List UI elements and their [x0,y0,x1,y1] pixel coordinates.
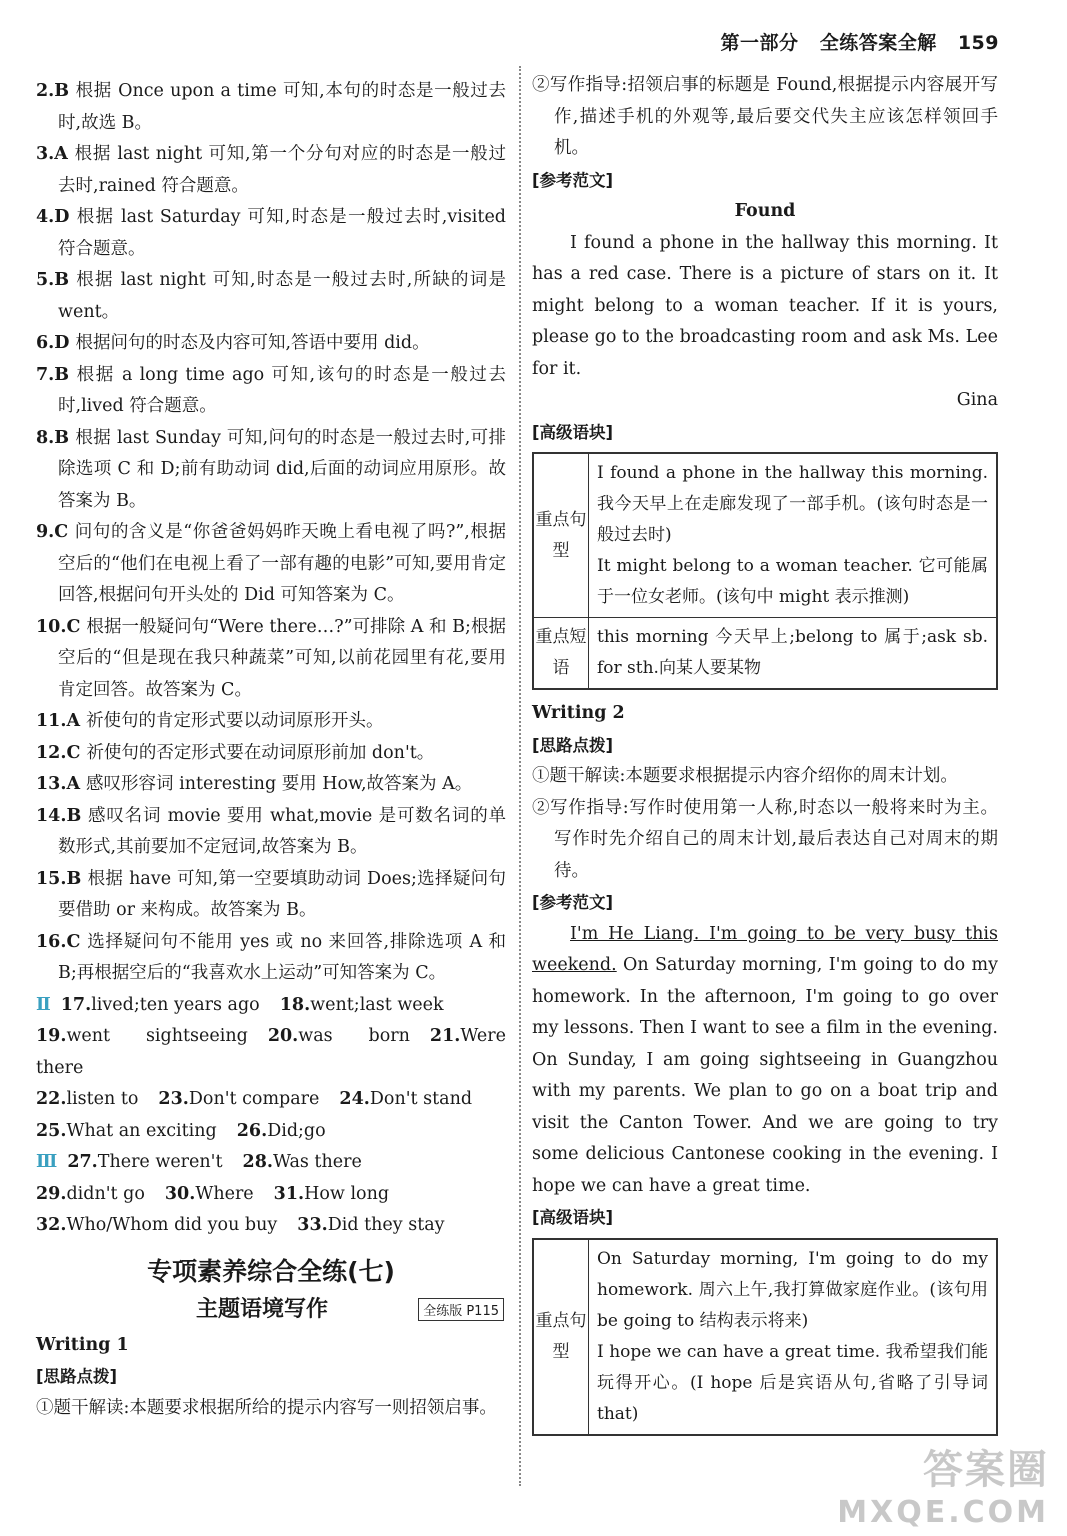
answer-text: was born [298,1026,410,1046]
page-number: 159 [957,32,999,54]
part-numeral: Ⅱ [36,994,51,1015]
model-essay-signature: Gina [956,390,998,410]
part-3-answers [36,1147,506,1242]
model-essay-rest: On Saturday morning, I'm going to do my homework. In the afternoon, I'm going to go over my lessons. Then I want to see a film in the evening. On Sunday, I am going sightseeing in Guangzhou with my parents. We plan to go on a boat trip and visit the Canton Tower. And we are going to try some delicious Cantonese cooking in the evening. I hope we can have a great time. [532,955,998,1196]
answer-item [36,76,506,139]
answer-number: 8.B [36,427,70,448]
answer-item [36,139,506,202]
answer-item [36,265,506,328]
answer-number: 10.C [36,616,81,637]
answer-number: 18. [279,994,311,1015]
answer-explanation: 祈使句的否定形式要在动词原形前加 don't。 [86,742,435,763]
answer-text: Was there [272,1152,362,1172]
answer-number: 5.B [36,270,70,290]
key-sentence-2: I hope we can have a great time. 我希望我们能玩得开心。(I hope 后是宾语从句,省略了引导词 that) [597,1341,988,1424]
answer-number: 6.D [36,333,70,353]
fill-in-row [36,1179,506,1211]
fill-in-answer [36,1184,145,1204]
fill-in-row [36,990,506,1022]
answer-text: Did;go [267,1120,326,1141]
chunks-label: [高级语块] [532,422,614,442]
answer-item [36,517,506,612]
writing-2-chunks-label: [高级语块] [532,1208,614,1227]
answer-text: Don't compare [188,1089,320,1109]
answer-explanation: 根据 a long time ago 可知,该句的时态是一般过去时,lived 符合题意。 [58,364,506,416]
column-divider [519,66,521,1486]
key-chunks-table-1 [532,452,998,690]
fill-in-answer [274,1184,389,1204]
page-reference-tag: 全练版 P115 [418,1298,504,1321]
fill-in-row [36,1210,506,1242]
answer-text: What an exciting [66,1120,217,1141]
model-essay-text: I found a phone in the hallway this morning. It has a red case. There is a picture of stars on it. It might belong to a woman teacher. If it is yours, please go to the broadcasting room and ask Ms. Lee for it. [532,232,998,379]
section-subtitle: 主题语境写作 [196,1296,329,1322]
fill-in-answer [268,1026,410,1046]
answer-item [36,927,506,990]
table-row [533,618,997,690]
table-content [589,453,998,618]
writing-1-point-1: ①题干解读:本题要求根据所给的提示内容写一则招领启事。 [36,1397,497,1418]
table-label: 重点句型 [533,453,589,618]
answer-number: 21. [429,1026,461,1046]
fill-in-answer [67,1152,222,1172]
fill-in-answer [165,1184,254,1204]
answer-text: lived;ten years ago [91,994,260,1015]
watermark-logo-text: 答案圈 [923,1447,1049,1493]
answer-number: 3.A [36,144,68,164]
answer-number: 2.B [36,81,70,101]
fill-in-answer [297,1215,444,1235]
answer-number: 23. [158,1089,189,1109]
table-label: 重点句型 [533,1239,589,1435]
answer-number: 11.A [36,711,81,731]
right-column [532,70,998,1444]
subtitle-row [36,1290,506,1330]
left-column [36,76,506,1424]
writing-2-model-essay [532,919,998,1203]
answer-item [36,202,506,265]
writing-2-tips-label: [思路点拨] [532,735,614,755]
fill-in-answer [36,1215,277,1235]
fill-in-answer [339,1089,472,1109]
answer-number: 30. [164,1183,196,1204]
header-section: 第一部分 [720,32,799,54]
answer-number: 27. [67,1152,98,1172]
answer-item [36,769,506,801]
answer-explanation: 根据 last night 可知,时态是一般过去时,所缺的词是 went。 [58,270,506,322]
answer-number: 33. [297,1215,328,1235]
answer-number: 9.C [36,522,69,542]
answer-item [36,423,506,518]
fill-in-answer [36,1026,248,1046]
fill-in-answer [280,995,444,1015]
fill-in-row [36,1021,506,1084]
answer-text: went;last week [310,994,444,1015]
answer-text: didn't go [66,1183,145,1204]
fill-in-row [36,1116,506,1148]
key-sentence-2: It might belong to a woman teacher. 它可能属于一位女老师。(该句中 might 表示推测) [597,556,988,607]
answer-number: 26. [236,1120,268,1141]
part-2-answers [36,990,506,1148]
answer-number: 14.B [36,805,82,826]
answer-number: 28. [242,1152,273,1172]
model-essay-title: Found [734,201,796,221]
watermark-url: MXQE.COM [837,1495,1049,1530]
writing-2-point-2: ②写作指导:写作时使用第一人称,时态以一般将来时为主。写作时先介绍自己的周末计划,最后表达自己对周末的期待。 [532,797,998,881]
answer-number: 4.D [36,207,70,227]
answer-text: Where [195,1183,254,1204]
answer-number: 31. [273,1183,305,1204]
answer-text: Were there [36,1026,506,1078]
key-sentence-1: I found a phone in the hallway this morning. 我今天早上在走廊发现了一部手机。(该句时态是一般过去时) [597,463,988,545]
answer-explanation: 祈使句的肯定形式要以动词原形开头。 [86,711,384,731]
answer-text: went sightseeing [66,1026,248,1046]
answer-number: 16.C [36,931,81,952]
answer-explanation: 根据 last Sunday 可知,问句的时态是一般过去时,可排除选项 C 和 D;前有助动词 did,后面的动词应用原形。故答案为 B。 [58,427,506,511]
answer-number: 19. [36,1026,67,1046]
answer-explanation: 根据问句的时态及内容可知,答语中要用 did。 [75,333,430,353]
table-row [533,453,997,618]
fill-in-answer [237,1121,326,1141]
part-numeral: Ⅲ [36,1152,58,1172]
fill-in-row [36,1084,506,1116]
answer-item [36,706,506,738]
writing-2-model-label: [参考范文] [532,893,614,912]
answer-text: Did they stay [327,1215,445,1235]
table-content [589,1239,998,1435]
model-essay-label: [参考范文] [532,170,614,190]
answer-number: 22. [36,1089,67,1109]
answer-number: 13.A [36,774,81,794]
answer-number: 29. [36,1183,67,1204]
answer-text: How long [304,1183,390,1204]
answer-text: Who/Whom did you buy [66,1215,278,1235]
header-book: 全练答案全解 [819,32,937,54]
answer-text: Don't stand [369,1089,473,1109]
key-sentence-1: On Saturday morning, I'm going to do my homework. 周六上午,我打算做家庭作业。(该句用 be going to 结构表示将来) [597,1248,988,1331]
fill-in-answer [158,1089,319,1109]
answer-number: 7.B [36,364,70,385]
answer-text: There weren't [97,1152,223,1172]
answer-explanation: 根据 have 可知,第一空要填助动词 Does;选择疑问句要借助 or 来构成。故答案为 B。 [58,868,506,920]
answer-item [36,738,506,770]
answer-text: listen to [66,1089,139,1109]
answer-explanation: 选择疑问句不能用 yes 或 no 来回答,排除选项 A 和 B;再根据空后的“我喜欢水上运动”可知答案为 C。 [58,931,506,983]
table-row [533,1239,997,1435]
answer-number: 32. [36,1215,67,1235]
writing-2-point-1: ①题干解读:本题要求根据提示内容介绍你的周末计划。 [532,766,958,786]
answer-number: 24. [339,1089,370,1109]
writing-1-heading: Writing 1 [36,1334,129,1355]
answer-item [36,360,506,423]
answer-number: 17. [60,994,92,1015]
fill-in-answer [243,1152,362,1172]
answer-explanation: 根据 last Saturday 可知,时态是一般过去时,visited 符合题意。 [58,207,506,259]
answer-item [36,612,506,707]
fill-in-answer [36,1089,138,1109]
answer-number: 15.B [36,868,82,889]
writing-2-heading: Writing 2 [532,703,625,723]
answer-explanation: 根据 last night 可知,第一个分句对应的时态是一般过去时,rained 符合题意。 [58,144,506,196]
key-chunks-table-2 [532,1238,998,1436]
writing-1-tips-label: [思路点拨] [36,1367,118,1386]
key-phrases: this morning 今天早上;belong to 属于;ask sb. for sth.向某人要某物 [589,618,998,690]
answer-explanation: 感叹名词 movie 要用 what,movie 是可数名词的单数形式,其前要加不定冠词,故答案为 B。 [58,805,506,857]
page-header [707,28,999,55]
answer-explanation: 根据一般疑问句“Were there…?”可排除 A 和 B;根据空后的“但是现在我只种蔬菜”可知,以前花园里有花,要用肯定回答。故答案为 C。 [58,616,506,700]
answer-item [36,864,506,927]
answer-item [36,801,506,864]
table-label: 重点短语 [533,618,589,690]
answer-number: 12.C [36,742,81,763]
answer-number: 20. [267,1026,299,1046]
watermark [837,1438,1049,1530]
answer-number: 25. [36,1120,67,1141]
answer-explanation: 问句的含义是“你爸爸妈妈昨天晚上看电视了吗?”,根据空后的“他们在电视上看了一部有趣的电影”可知,要用肯定回答,根据问句开头处的 Did 可知答案为 C。 [58,522,506,605]
fill-in-answer [61,995,260,1015]
answer-list [36,76,506,990]
underlined-sentence: I'm He Liang. I'm going to be very busy this weekend. [532,923,998,975]
fill-in-answer [36,1121,217,1141]
section-title: 专项素养综合全练(七) [147,1256,395,1286]
answer-item [36,328,506,360]
answer-explanation: 感叹形容词 interesting 要用 How,故答案为 A。 [86,774,473,794]
answer-explanation: 根据 Once upon a time 可知,本句的时态是一般过去时,故选 B。 [58,81,506,133]
fill-in-row [36,1147,506,1179]
writing-1-point-2: ②写作指导:招领启事的标题是 Found,根据提示内容展开写作,描述手机的外观等,最后要交代失主应该怎样领回手机。 [532,75,998,158]
